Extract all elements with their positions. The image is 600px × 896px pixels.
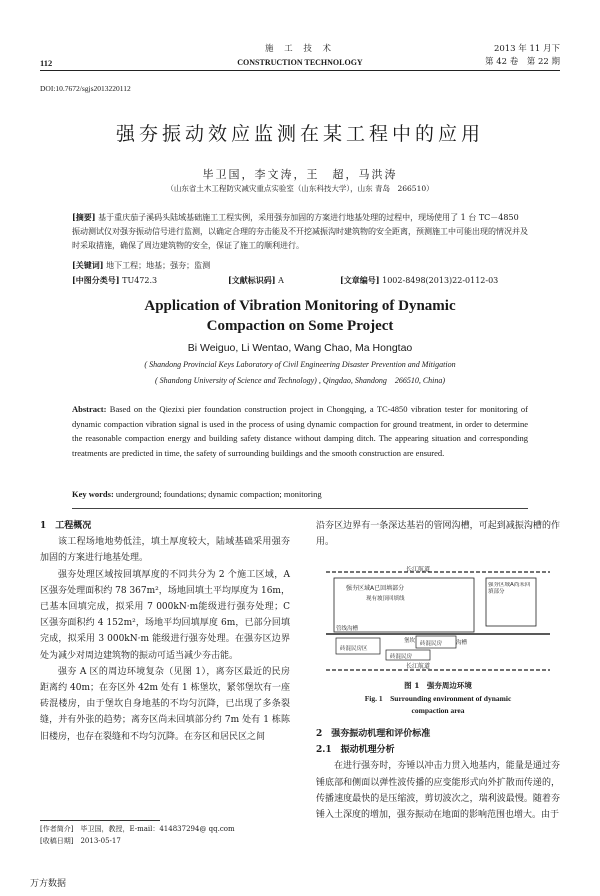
- footnote-rule: [40, 820, 160, 821]
- unfilled-zone-label: 强夯区域A尚未回填部分: [488, 582, 531, 595]
- english-abstract-text: Based on the Qiezixi pier foundation construction project in Chongqing, a TC-4850 vibration tester for monitoring of dynamic compaction vibration signal is used in the process of using dynamic compaction for ground treatment, in order to determine the reasonable compaction energy and building safety distance without damping ditch. The appearing situation and corresponding treatments are predicted in time, the safety of surrounding buildings and the smooth construction are ensured.: [72, 404, 529, 458]
- english-abstract: [72, 402, 528, 460]
- english-affiliation-1: ( Shandong Provincial Keys Laboratory of Civil Engineering Disaster Prevention and Mitigation: [144, 360, 456, 369]
- site-plan-diagram: [316, 566, 560, 676]
- section-2-heading: 2 强夯振动机理和评价标准: [316, 729, 431, 739]
- paragraph: 在进行强夯时，夯锤以冲击力贯入地基内，能量是通过夯锤底部和侧面以弹性波传播的应变能形式向外扩散而传递的，传播速度最快的是压缩波，剪切波次之，瑞利波最慢。随着夯锤入土深度的增加，强夯振动在地面的影响范围也增大。由于: [316, 761, 560, 821]
- figure-caption-cn: 图 1 强夯周边环境: [404, 681, 472, 690]
- zone-a-label: 强夯区域A已回填部分: [346, 585, 405, 592]
- keywords-cn-label: [关键词]: [72, 260, 104, 270]
- house-label-1: 砖混民房: [420, 641, 443, 647]
- affiliation: （山东省土木工程防灾减灾重点实验室（山东科技大学），山东 青岛 266510）: [166, 184, 434, 193]
- paragraph: 强夯处理区域按回填厚度的不同共分为 2 个施工区域，A 区强夯处理面积约 78 367m²，场地回填土平均厚度为 16m，已基本回填完成，拟采用 7 000kN·m能级进行强夯处理；C 区强夯面积约 4 152m²，场地平均回填厚度 6m，已部分回填完成，拟采用 3 000kN·m 能级进行强夯处理。在强夯区边界处为减少对周边建筑物的振动可适当减少夯击能。: [40, 569, 290, 661]
- figure-caption-en-2: compaction area: [411, 706, 465, 715]
- figure-caption-en-1: Fig. 1 Surrounding environment of dynamic: [364, 694, 512, 703]
- right-column-bottom: [316, 726, 560, 823]
- abstract-cn-text: 基于重庆茄子溪码头陆域基础施工工程实例，采用强夯加固的方案进行地基处理的过程中，现场使用了 1 台 TC－4850 振动测试仪对强夯振动信号进行监测，以确定合理的夯击能及不开挖减振沟时建筑物的安全距离，预测施工中可能出现的情况并及时采取措施，确保了周边建筑物的安全，保证了施工的顺利进行。: [72, 213, 528, 250]
- house-area-label: 砖混民房区: [340, 646, 368, 652]
- doi: DOI:10.7672/sgjs2013220112: [40, 84, 131, 93]
- paper-title: 强夯振动效应监测在某工程中的应用: [115, 123, 484, 145]
- paragraph: 沿夯区边界有一条深达基岩的管网沟槽，可起到减振沟槽的作用。: [316, 521, 560, 548]
- right-column-top: [316, 518, 560, 550]
- footnote: [40, 823, 300, 847]
- ditch-label: 管线沟槽: [336, 626, 359, 632]
- abstract-cn: [72, 210, 528, 253]
- page-number: 112: [40, 58, 53, 68]
- authors: 毕卫国，李文涛，王 超，马洪涛: [202, 168, 398, 181]
- english-keywords: Key words: underground; foundations; dynamic compaction; monitoring: [72, 489, 322, 499]
- abstract-cn-label: [摘要]: [72, 212, 96, 222]
- journal-name-en: CONSTRUCTION TECHNOLOGY: [237, 58, 363, 67]
- journal-name-cn: 施 工 技 术: [264, 44, 336, 54]
- english-affiliation-2: ( Shandong University of Science and Technology) , Qingdao, Shandong 266510, China): [154, 376, 446, 385]
- paragraph: 该工程场地地势低洼，填土厚度较大，陆域基础采用强夯加固的方案进行地基处理。: [40, 537, 290, 564]
- header-rule: [40, 70, 560, 71]
- running-header: [40, 40, 560, 70]
- issue-date: 2013 年 11 月下: [493, 44, 560, 54]
- river-label-bottom: 长江航道: [406, 663, 431, 670]
- section-1-heading: 1 工程概况: [40, 521, 92, 531]
- house-label-2: 砖混民房: [390, 654, 413, 660]
- section-2-1-heading: 2.1 振动机理分析: [316, 745, 395, 756]
- figure-1: [316, 566, 560, 676]
- volume-issue: 第 42 卷 第 22 期: [485, 57, 560, 67]
- river-label-top: 长江航道: [406, 566, 431, 573]
- paragraph: 强夯 A 区的周边环境复杂（见图 1），离夯区最近的民房距离约 40m；在夯区外 42m 处有 1 栋堡坎，紧邻堡坎有一座砖混楼房，由于堡坎自身地基的不均匀沉降，已出现了多条裂缝，并有外张的趋势；离夯区尚未回填部分约 7m 处有 1 栋陈旧楼房，也存在裂缝和不均匀沉降。在夯区和居民区之间: [40, 666, 290, 742]
- english-authors: Bi Weiguo, Li Wentao, Wang Chao, Ma Hongtao: [187, 342, 413, 354]
- article-number: [文章编号] 1002-8498(2013)22-0112-03: [340, 275, 499, 285]
- abstract-divider: [72, 508, 528, 509]
- author-info: [作者简介] 毕卫国，教授，E-mail：414837294@ qq.com: [40, 825, 235, 833]
- left-column: [40, 518, 290, 745]
- document-code: [文献标识码] A: [228, 275, 284, 285]
- watermark: 万方数据: [30, 879, 67, 889]
- english-title: Application of Vibration Monitoring of Dynamic Compaction on Some Project: [144, 298, 456, 334]
- keywords-cn-text: 地下工程；地基；强夯；监测: [106, 261, 211, 270]
- ditch-label-2: 沟槽: [456, 640, 468, 646]
- english-abstract-label: Abstract:: [72, 404, 107, 414]
- zone-a-sub-label: 现有坡顶回填线: [366, 596, 405, 602]
- clc-number: [中图分类号] TU472.3: [72, 275, 158, 285]
- bunker-label: 堡坎: [404, 638, 416, 644]
- keywords-cn: [72, 258, 528, 273]
- received-date: [收稿日期] 2013-05-17: [40, 837, 121, 845]
